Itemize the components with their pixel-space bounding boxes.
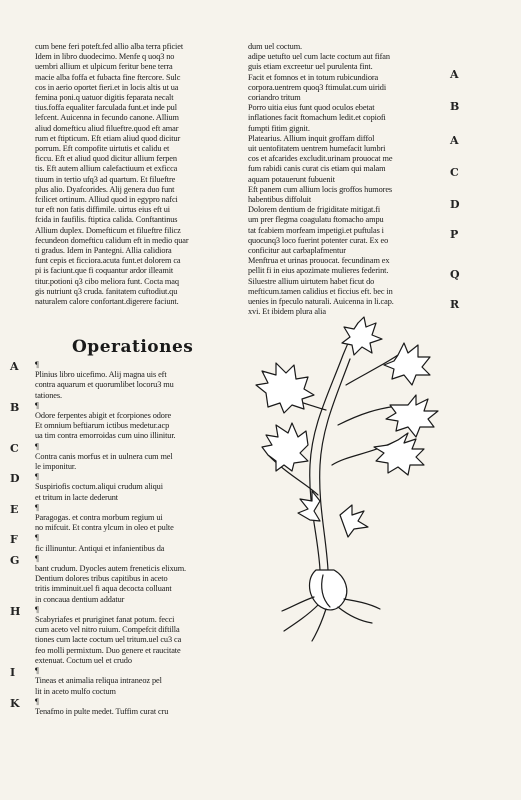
operation-entry <box>35 554 241 605</box>
text-line: ¶ Paragogas. et contra morbum regium ui <box>35 513 163 523</box>
text-line: mefticum.tamen calidius et ficcius eft. bec in <box>248 286 393 296</box>
text-line: Siluestre allium uirtutem habet ficut do <box>248 276 375 286</box>
text-line: Facit et fomnos et in totum rubicundiora <box>248 72 379 82</box>
text-line: habentibus diffoluit <box>248 195 312 205</box>
text-line: et tritum in lacte dederunt <box>35 492 119 502</box>
text-line: tritis imminuit.uel fi aqua decocta colluant <box>35 584 172 594</box>
text-line: femina poni.q uatuor digitis feparata necalt <box>35 93 174 103</box>
text-line: coriandro tritum <box>248 93 301 103</box>
text-line: pellit fi in eius apozimate mulieres federint. <box>248 266 389 276</box>
operation-entry <box>35 442 241 473</box>
text-line: corpora.uentrem quoq3 ftimulat.cum uiridi <box>248 82 387 92</box>
text-line: fecundeon domefticu calidum eft in medio quar <box>35 235 189 245</box>
text-line: le imponitur. <box>35 462 77 472</box>
left-margin-letter: K <box>10 697 20 710</box>
text-line: uit uentofitatem uentrem humefacit lumbri <box>248 144 386 154</box>
text-line: macie alba foffa et fubacta fine ftercore. Sulc <box>35 72 181 82</box>
text-line: extenuat. Coctum uel et crudo <box>35 655 132 665</box>
text-line: lefcent. Auicenna in fecundo canone. Allium <box>35 113 179 123</box>
text-line: tis. Eft autem allium calefactiuum et exficca <box>35 164 178 174</box>
text-line: Menftrua et urinas prouocat. fecundinam ex <box>248 256 390 266</box>
text-line: ¶ Plinius libro uicefimo. Alij magna uis eft <box>35 370 167 380</box>
text-line: ¶ fic illinuntur. Antiqui et infanientibus da <box>35 543 165 553</box>
text-line: Dolorem dentium de frigiditate mitigat.fi <box>248 205 381 215</box>
text-line: contra aquarum et quorumlibet locoru3 mu <box>35 380 174 390</box>
text-line: Eft panem cum allium locis groffos humores <box>248 184 393 194</box>
text-line: quocunq3 loco fuerint potenter curat. Ex eo <box>248 235 389 245</box>
text-line: rum et ftipticum. Eft etiam aliud quod dicitur <box>35 133 181 143</box>
right-margin-letter: P <box>450 228 459 241</box>
operation-entry <box>35 401 241 442</box>
text-line: pi is faciunt.que fi coquantur ardor illeamit <box>35 266 174 276</box>
text-line: uembri allium et ulpicum feritur bene terra <box>35 62 173 72</box>
left-margin-letter: D <box>10 472 20 485</box>
text-line: guis etiam excreetur uel purulenta fint. <box>248 62 373 72</box>
right-margin-letter: Q <box>450 268 460 281</box>
text-line: naturalem calore confortant.digerere faciunt. <box>35 297 179 307</box>
text-line: cos et afcarides excludit.urinam prouocat me <box>248 154 393 164</box>
right-margin-letter: D <box>450 198 460 211</box>
operation-entry <box>35 697 241 717</box>
text-line: tiones cum lacte coctum uel tritum.uel cu3 ca <box>35 635 182 645</box>
text-line: ti gradus. Idem in Pantegni. Allia calidiora <box>35 246 172 256</box>
text-line: inflationes facit ftomachum ledit.et copiofi <box>248 113 386 123</box>
left-margin-letter: C <box>10 442 19 455</box>
text-line: gis nutriunt q3 cruda. fanitatem cuftodiut.qu <box>35 286 178 296</box>
left-column-operations <box>35 360 241 717</box>
text-line: Platearius. Allium inquit groffam diffol <box>248 133 375 143</box>
right-column-text <box>248 42 438 317</box>
text-line: ¶ Tineas et animalia reliqua intraneoz pel <box>35 676 162 686</box>
right-margin-letter: A <box>450 68 459 81</box>
text-line: adipe uetufto uel cum lacte coctum aut fifan <box>248 52 390 62</box>
left-margin-letter: A <box>10 360 19 373</box>
text-line: ficcu. Eft et aliud quod dicitur allium ferpen <box>35 154 177 164</box>
text-line: funt cepis et ficciora.acuta funt.et dolorem ca <box>35 256 181 266</box>
left-margin-letter: E <box>10 503 19 516</box>
text-line: ¶ bant crudum. Dyocles autem freneticis elixum. <box>35 564 187 574</box>
text-line: Porro uitia eius funt quod oculos ebetat <box>248 103 375 113</box>
text-line: tat fcabiem morfeam impetigi.et puftulas i <box>248 225 384 235</box>
operation-entry <box>35 360 241 401</box>
text-line: porrum. Eft compofite uirtutis et calidu et <box>35 144 170 154</box>
text-line: cum bene feri poteft.fed allio alba terra pficiet <box>35 42 184 51</box>
text-line: ¶ Odore ferpentes abigit et fcorpiones odore <box>35 411 172 421</box>
left-margin-letter: H <box>10 605 21 618</box>
text-line: ¶ Scabyriafes et pruriginet fanat potum. fecci <box>35 615 175 625</box>
section-heading: Operationes <box>72 337 194 357</box>
text-line: titur.potioni q3 cibo meliora funt. Cocta maq <box>35 276 179 286</box>
text-line: dum uel coctum. <box>248 42 303 51</box>
left-margin-letter: B <box>10 401 20 414</box>
text-line: cos in aerio oportet fieri.et in locis altis ut ua <box>35 82 179 92</box>
text-line: Et omnium beftiarum ictibus medetur.acp <box>35 421 170 431</box>
text-line: aliud domefticu aliud filueftre.quod eft amar <box>35 123 179 133</box>
text-line: lit in aceto mulfo coctum <box>35 686 116 696</box>
right-margin-letter: C <box>450 166 459 179</box>
text-line: plus alio. Dyafcorides. Alij genera duo funt <box>35 184 175 194</box>
text-line: ua tim contra emorroidas cum uino illinitur. <box>35 431 176 441</box>
text-line: fumpti fitim gignit. <box>248 123 310 133</box>
text-line: tius.foffa equaliter farculada funt.et inde pul <box>35 103 177 113</box>
text-line: ¶ Suspiriofis coctum.aliqui crudum aliqui <box>35 482 163 492</box>
operation-entry <box>35 503 241 534</box>
text-line: Allium duplex. Domefticum et filueftre filicz <box>35 225 181 235</box>
left-margin-letter: F <box>10 533 18 546</box>
left-margin-letter: I <box>10 666 16 679</box>
operation-entry <box>35 533 241 553</box>
text-line: fum rabidi canis curat cis etiam qui malam <box>248 164 386 174</box>
text-line: conficitur aut carbaplafmentur <box>248 246 346 256</box>
text-line: cum aceto vel nitro ruium. Compefcit diftilla <box>35 625 180 635</box>
text-line: fcilicet ortinum. Alliud quod in egypro nafci <box>35 195 178 205</box>
right-margin-letter: R <box>450 298 460 311</box>
text-line: xvi. Et ibidem plura alia <box>248 307 326 317</box>
operation-entry <box>35 472 241 503</box>
text-line: Idem in libro duodecimo. Menfe q uoq3 no <box>35 52 175 62</box>
text-line: no mifcuit. Et contra ylcum in oleo et pulte <box>35 523 174 533</box>
left-column-top-text <box>35 42 241 307</box>
text-line: ¶ Tenafmo in pulte medet. Tuffim curat cru <box>35 706 169 716</box>
garlic-plant-illustration <box>248 315 448 645</box>
right-margin-letter: B <box>450 100 460 113</box>
text-line: uenies in fpeculo naturali. Auicenna in li.cap. <box>248 297 394 307</box>
operation-entry <box>35 605 241 666</box>
operation-entry <box>35 666 241 697</box>
text-line: feo molli permixtum. Duo genere et raucitate <box>35 645 181 655</box>
text-line: tiuum in tertio ufq3 ad quartum. Et filueftre <box>35 174 176 184</box>
text-line: in concaua dentium addatur <box>35 594 125 604</box>
text-line: ¶ Contra canis morfus et in uulnera cum mel <box>35 451 173 461</box>
text-line: Dentium dolores tribus capitibus in aceto <box>35 574 168 584</box>
text-line: aquam potauerunt fubuenit <box>248 174 335 184</box>
text-line: um prer flegma coagulatu ftomacho ampu <box>248 215 384 225</box>
text-line: tationes. <box>35 390 62 400</box>
right-margin-letter: A <box>450 134 459 147</box>
text-line: tur eft non fatis diffimile. uirtus eius eft ui <box>35 205 171 215</box>
text-line: fcida in faufilis. ftiptica calida. Conftantinus <box>35 215 178 225</box>
left-margin-letter: G <box>10 554 20 567</box>
